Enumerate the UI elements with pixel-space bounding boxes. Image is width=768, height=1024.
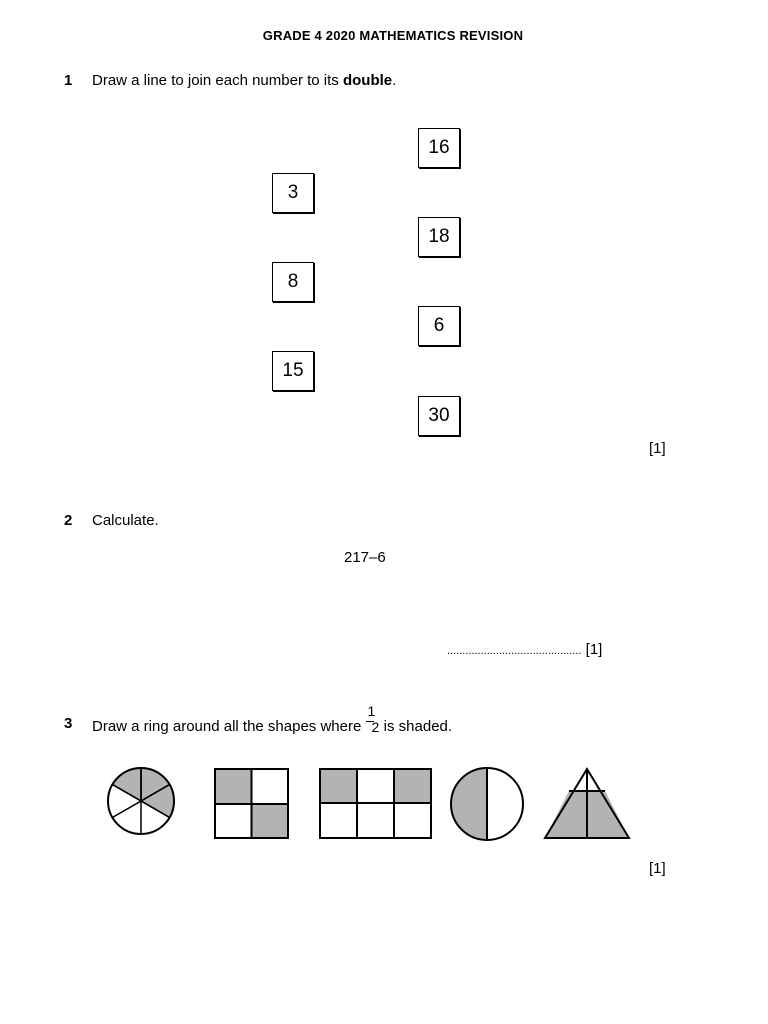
- answer-line[interactable]: ............................................: [447, 645, 582, 657]
- fraction-denominator: 2: [371, 719, 380, 735]
- shape-circle-halves[interactable]: [451, 768, 523, 840]
- question-1-marks: [1]: [649, 440, 666, 457]
- question-1-text: [92, 72, 396, 89]
- shape-triangle-split[interactable]: [545, 769, 629, 838]
- question-2-number: 2: [64, 512, 73, 529]
- right-number-box[interactable]: 6: [418, 306, 460, 346]
- right-number-box[interactable]: 30: [418, 396, 460, 436]
- left-number-box[interactable]: 3: [272, 173, 314, 213]
- fraction-numerator: 1: [367, 703, 376, 719]
- question-3-text-end: is shaded.: [379, 718, 453, 735]
- question-2-text: Calculate.: [92, 512, 159, 529]
- question-1-text-start: Draw a line to join each number to its: [92, 72, 343, 89]
- question-3-text-start: Draw a ring around all the shapes where: [92, 718, 366, 735]
- left-number-box[interactable]: 15: [272, 351, 314, 391]
- question-3-text: [92, 703, 453, 735]
- shape-rectangle-sixths[interactable]: [320, 769, 431, 838]
- left-number-box[interactable]: 8: [272, 262, 314, 302]
- shape-circle-sixths[interactable]: [108, 768, 174, 834]
- question-1-number: 1: [64, 72, 73, 89]
- shapes-row: [0, 760, 768, 850]
- question-2-marks: [1]: [585, 641, 603, 658]
- right-number-box[interactable]: 18: [418, 217, 460, 257]
- answer-row: [447, 641, 602, 658]
- calculation-expression: 217–6: [344, 549, 386, 566]
- shape-square-quarters[interactable]: [215, 769, 288, 838]
- question-3-number: 3: [64, 715, 73, 732]
- right-number-box[interactable]: 16: [418, 128, 460, 168]
- page-title: GRADE 4 2020 MATHEMATICS REVISION: [262, 28, 524, 43]
- question-1-text-end: .: [392, 72, 397, 89]
- question-1-text-bold: double: [342, 72, 393, 89]
- question-3-marks: [1]: [649, 860, 666, 877]
- one-half-fraction: [366, 703, 380, 735]
